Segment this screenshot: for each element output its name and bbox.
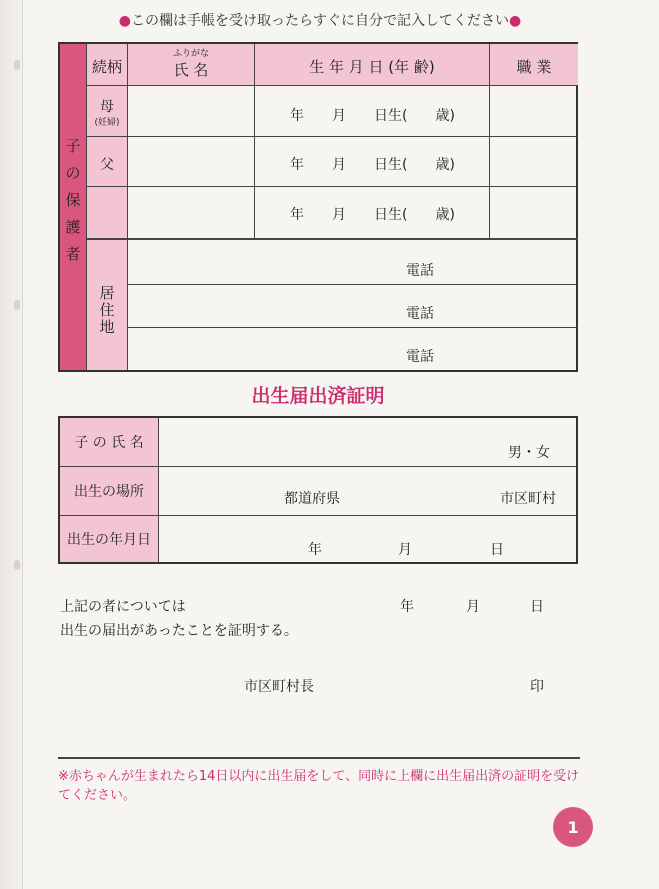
- address-char: 住: [99, 301, 115, 319]
- header-job: 職 業: [516, 58, 552, 76]
- side-char: 護: [65, 218, 81, 236]
- cert-line-2: 出生の届出があったことを証明する。: [60, 623, 298, 639]
- side-char: 保: [65, 191, 81, 209]
- side-char: 子: [65, 137, 81, 155]
- side-char: の: [65, 164, 81, 182]
- guardian-table: [58, 42, 578, 372]
- address-char: 居: [99, 284, 115, 302]
- header-name-ruby: ふりがな: [172, 49, 209, 59]
- birth-cert-table: [58, 416, 578, 564]
- phone-label: 電話: [406, 306, 434, 322]
- seal-label: 印: [530, 679, 544, 695]
- header-relation: 続柄: [91, 58, 122, 76]
- side-char: 者: [65, 245, 81, 263]
- binding-mark: [14, 300, 20, 310]
- label-birth-place: 出生の場所: [60, 467, 158, 515]
- page-number: 1: [553, 807, 593, 847]
- label-child-name: 子 の 氏 名: [60, 418, 158, 466]
- prefecture-field[interactable]: 都道府県: [284, 491, 340, 507]
- birth-year-field[interactable]: 年: [308, 542, 322, 558]
- cert-month: 月: [466, 599, 480, 615]
- bullet-icon: ●: [118, 13, 131, 29]
- divider: [58, 757, 580, 759]
- section-title: 出生届出済証明: [251, 385, 385, 407]
- birth-field-mother[interactable]: 年 月 日生( 歳): [290, 108, 455, 124]
- instruction-note: ●この欄は手帳を受け取ったらすぐに自分で記入してください●: [118, 13, 522, 29]
- birth-month-field[interactable]: 月: [398, 542, 412, 558]
- cert-day: 日: [530, 599, 544, 615]
- phone-label: 電話: [406, 263, 434, 279]
- relation-mother: 母: [100, 99, 114, 115]
- binding-mark: [14, 560, 20, 570]
- address-char: 地: [99, 318, 115, 336]
- bullet-icon: ●: [509, 13, 522, 29]
- binding-mark: [14, 60, 20, 70]
- cert-line-1: 上記の者については: [60, 599, 186, 615]
- binding-edge: [0, 0, 23, 889]
- phone-label: 電話: [406, 349, 434, 365]
- footer-note: ※赤ちゃんが生まれたら14日以内に出生届をして、同時に上欄に出生届出済の証明を受けてください。: [58, 769, 580, 803]
- birth-field-father[interactable]: 年 月 日生( 歳): [290, 157, 455, 173]
- municipality-field[interactable]: 市区町村: [500, 491, 556, 507]
- header-name: 氏 名: [173, 61, 209, 79]
- label-birth-date: 出生の年月日: [60, 516, 158, 562]
- birth-day-field[interactable]: 日: [490, 542, 504, 558]
- cert-year: 年: [400, 599, 414, 615]
- relation-father: 父: [100, 157, 114, 173]
- mayor-label: 市区町村長: [244, 679, 314, 695]
- relation-mother-sub: (妊婦): [94, 118, 120, 128]
- header-birth: 生 年 月 日 (年 齢): [309, 58, 435, 76]
- gender-field[interactable]: 男・女: [508, 445, 550, 461]
- birth-field-other[interactable]: 年 月 日生( 歳): [290, 207, 455, 223]
